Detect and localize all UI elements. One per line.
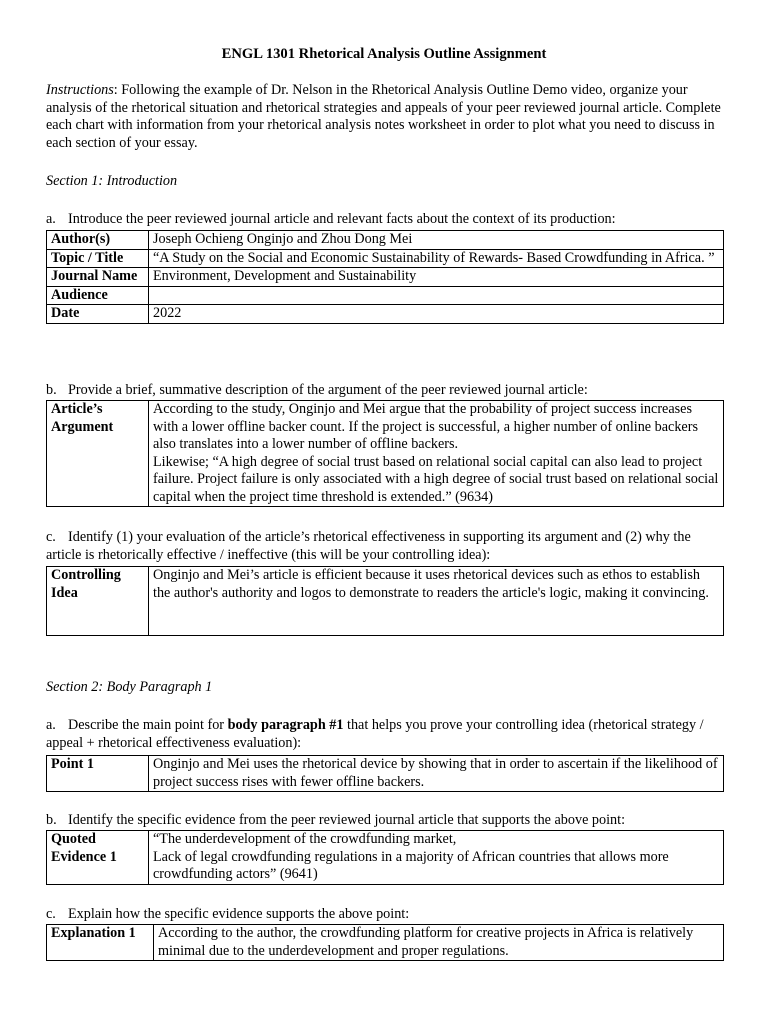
table-row <box>47 286 724 305</box>
prompt-text: Provide a brief, summative description of the argument of the peer reviewed journal article: <box>68 382 588 398</box>
row-value <box>149 831 724 885</box>
document-title: ENGL 1301 Rhetorical Analysis Outline Assignment <box>221 46 547 62</box>
prompt-label: b. <box>46 382 57 398</box>
row-value: Onginjo and Mei’s article is efficient because it uses rhetorical devices such as ethos to establish the author's authority and logos to demonstrate to readers the article's logic, making it convincing. <box>149 567 724 636</box>
prompt-text-bold: body paragraph #1 <box>227 717 344 733</box>
table-row <box>47 831 724 885</box>
row-key: Point 1 <box>47 756 149 792</box>
row-value: Onginjo and Mei uses the rhetorical device by showing that in order to ascertain if the likelihood of project success rises with fewer offline backers. <box>149 756 724 792</box>
table-row <box>47 305 724 324</box>
prompt-text: Introduce the peer reviewed journal article and relevant facts about the context of its production: <box>68 211 616 227</box>
row-key: Quoted Evidence 1 <box>47 831 149 885</box>
prompt-text: Identify (1) your evaluation of the article’s rhetorical effectiveness in supporting its argument and (2) why the article is rhetorically effective / ineffective (this will be your controlling idea): <box>46 529 691 563</box>
row-key: Date <box>47 305 149 324</box>
row-value <box>149 286 724 305</box>
argument-table <box>46 400 724 507</box>
evidence-text-1: “The underdevelopment of the crowdfunding market, <box>153 831 457 847</box>
row-value: Environment, Development and Sustainability <box>149 268 724 287</box>
evidence-table <box>46 830 724 885</box>
prompt-text-after: that helps you prove your controlling idea (rhetorical strategy / appeal + rhetorical effectiveness evaluation): <box>46 717 704 751</box>
row-value: 2022 <box>149 305 724 324</box>
evidence-text-2: Lack of legal crowdfunding regulations in a majority of African countries that allows more crowdfunding actors” (9641) <box>153 848 669 882</box>
row-value: “A Study on the Social and Economic Sustainability of Rewards- Based Crowdfunding in Africa. ” <box>149 249 724 268</box>
row-key: Audience <box>47 286 149 305</box>
table-row <box>47 231 724 250</box>
row-key: Explanation 1 <box>47 925 154 961</box>
table-row <box>47 925 724 961</box>
section1-b-prompt <box>46 382 726 400</box>
instructions-text: : Following the example of Dr. Nelson in the Rhetorical Analysis Outline Demo video, organize your analysis of the rhetorical situation and rhetorical strategies and appeals of your peer reviewed journal article. Complete each chart with information from your rhetorical analysis notes worksheet in order to plot what you need to discuss in each section of your essay. <box>46 82 721 151</box>
table-row <box>47 268 724 287</box>
section1-a-prompt <box>46 211 726 229</box>
table-row <box>47 567 724 636</box>
section2-b-prompt <box>46 812 726 830</box>
prompt-text-before: Describe the main point for <box>68 717 228 733</box>
table-row <box>47 401 724 507</box>
row-value <box>149 401 724 507</box>
prompt-label: a. <box>46 717 56 733</box>
argument-text-1: According to the study, Onginjo and Mei argue that the probability of project success increases with a lower offline backer count. If the project is successful, a higher number of online backers also translates into a lower number of offline backers. <box>153 401 698 452</box>
prompt-label: b. <box>46 812 57 828</box>
section2-heading: Section 2: Body Paragraph 1 <box>46 679 213 695</box>
point-table <box>46 755 724 792</box>
row-key: Controlling Idea <box>47 567 149 636</box>
table-row <box>47 249 724 268</box>
row-key: Author(s) <box>47 231 149 250</box>
prompt-text: Identify the specific evidence from the peer reviewed journal article that supports the above point: <box>68 812 626 828</box>
section2-c-prompt <box>46 906 726 924</box>
row-key: Article’s Argument <box>47 401 149 507</box>
table-row <box>47 756 724 792</box>
section2-a-prompt <box>46 717 726 752</box>
row-value: According to the author, the crowdfunding platform for creative projects in Africa is relatively minimal due to the underdevelopment and proper regulations. <box>154 925 724 961</box>
instructions-paragraph <box>46 82 726 152</box>
prompt-label: c. <box>46 529 56 545</box>
instructions-label: Instructions <box>46 82 114 98</box>
controlling-idea-table <box>46 566 724 636</box>
prompt-text: Explain how the specific evidence supports the above point: <box>68 906 410 922</box>
context-table <box>46 230 724 324</box>
explanation-table <box>46 924 724 961</box>
argument-text-2: Likewise; “A high degree of social trust based on relational social capital can also lead to project failure. Project failure is only associated with a high degree of social trust based on relational social capital when the project time threshold is extended.” (9634) <box>153 453 719 505</box>
row-key: Topic / Title <box>47 249 149 268</box>
prompt-label: a. <box>46 211 56 227</box>
section1-heading: Section 1: Introduction <box>46 173 178 189</box>
section1-c-prompt <box>46 529 726 564</box>
prompt-label: c. <box>46 906 56 922</box>
row-value: Joseph Ochieng Onginjo and Zhou Dong Mei <box>149 231 724 250</box>
row-key: Journal Name <box>47 268 149 287</box>
